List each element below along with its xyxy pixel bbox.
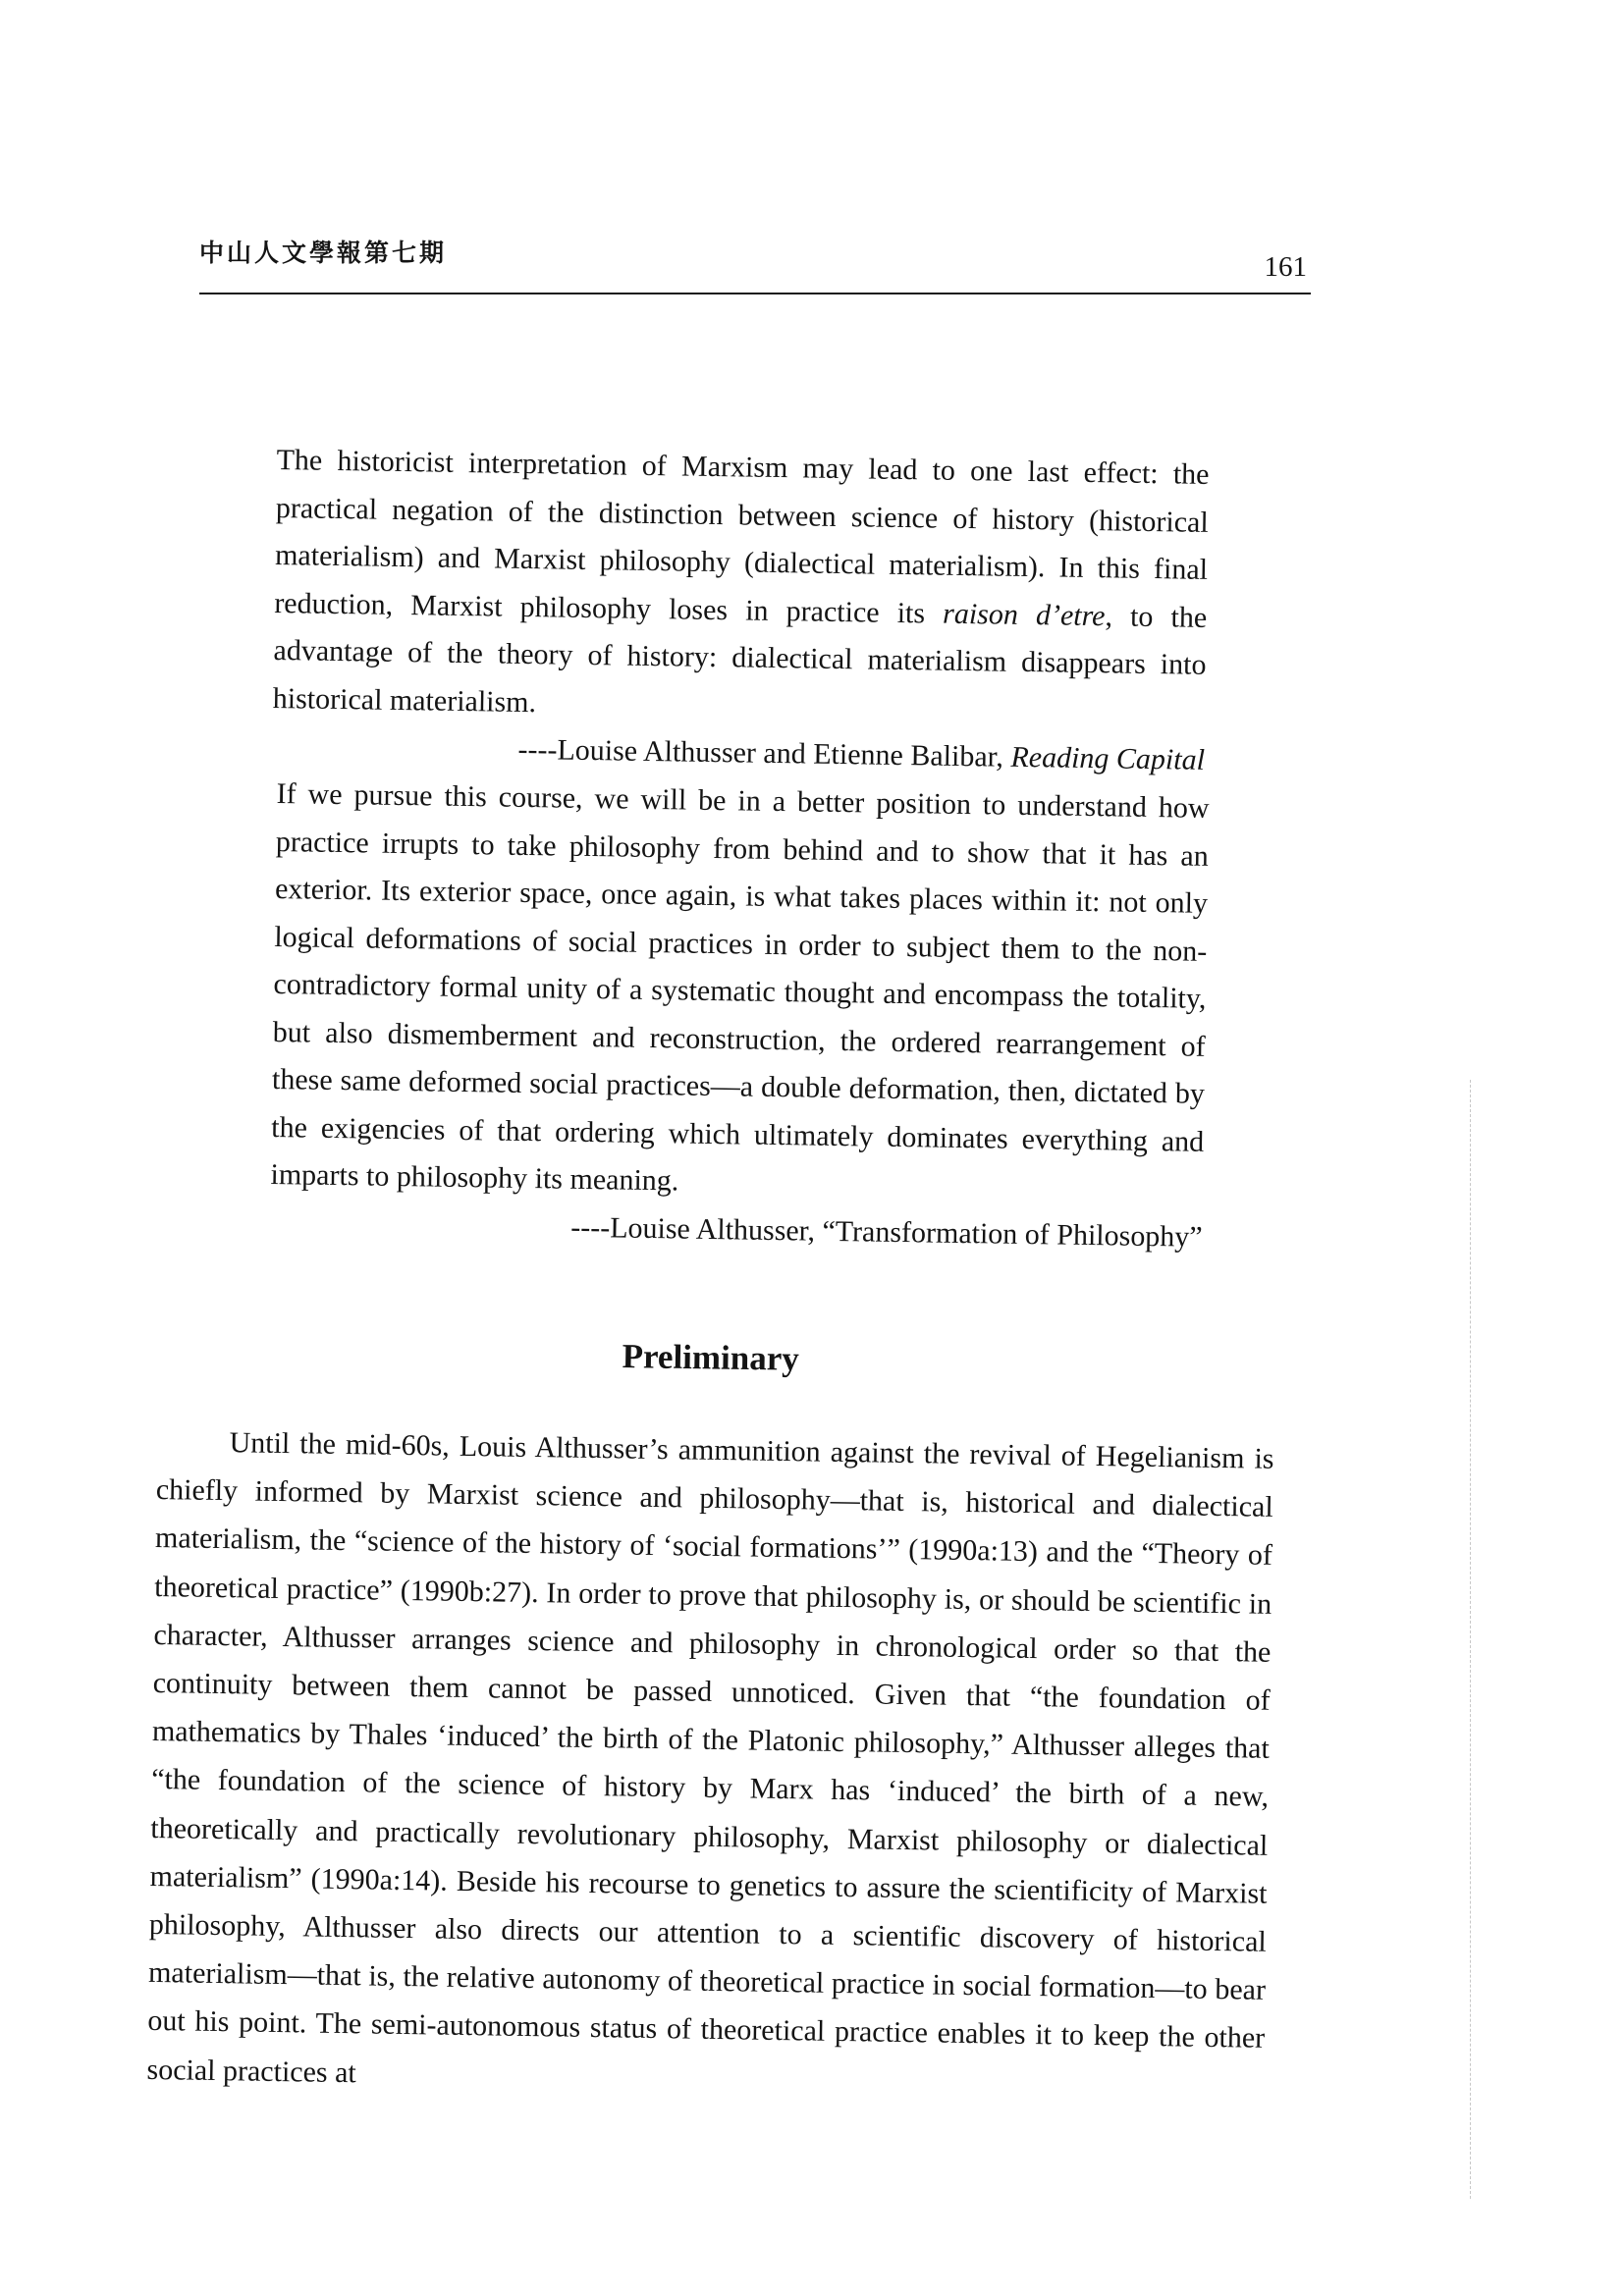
body-text bbox=[146, 1417, 1274, 2111]
page-number: 161 bbox=[1264, 251, 1307, 283]
epigraph-quote bbox=[272, 437, 1209, 737]
epigraph-reading-capital bbox=[272, 437, 1210, 784]
epigraph-transformation-of-philosophy bbox=[269, 771, 1210, 1261]
attribution-book-title: Reading Capital bbox=[1010, 740, 1206, 776]
epigraph-text-before: The historicist interpretation of Marxism may lead to one last effect: the practical negation of the distinction between science of history (historical materialism) and Marxist philosophy (dialectical materialism). In this final reduction, Marxist philosophy loses in practice its bbox=[274, 443, 1210, 630]
running-head bbox=[199, 228, 1311, 294]
epigraph-attribution: ----Louise Althusser, “Transformation of Philosophy” bbox=[570, 1210, 1203, 1254]
body-paragraph: Until the mid-60s, Louis Althusser’s ammunition against the revival of Hegelianism is chiefly informed by Marxist science and philosophy—that is, historical and dialectical materialism, the “science of the history of ‘social formations’” (1990a:13) and the “Theory of theoretical practice” (1990b:27). In order to prove that philosophy is, or should be scientific in character, Althusser arranges science and philosophy in chronological order so that the continuity between them cannot be passed unnoticed. Given that “the foundation of mathematics by Thales ‘induced’ the birth of the Platonic philosophy,” Althusser alleges that “the foundation of the science of history by Marx has ‘induced’ the birth of a new, theoretically and practically revolutionary philosophy, Marxist philosophy or dialectical materialism” (1990a:14). Beside his recourse to genetics to assure the scientificity of Marxist philosophy, Althusser also directs our attention to a scientific discovery of historical materialism—that is, the relative autonomy of theoretical practice in social formation—to bear out his point. The semi-autonomous status of theoretical practice enables it to keep the other social practices at bbox=[146, 1426, 1274, 2089]
journal-title: 中山人文學報第七期 bbox=[199, 239, 448, 267]
epigraph-italic-phrase: raison d’etre bbox=[942, 597, 1106, 632]
scan-edge-artifact bbox=[1470, 1080, 1471, 2199]
epigraph-text-after: , to the advantage of the theory of history: dialectical materialism disappears into historical materialism. bbox=[272, 599, 1208, 719]
section-heading: Preliminary bbox=[622, 1337, 800, 1378]
attribution-authors: ----Louise Althusser and Etienne Balibar, bbox=[517, 732, 1011, 774]
epigraph-quote: If we pursue this course, we will be in a better position to understand how practice irrupts to take philosophy from behind and to show that it has an exterior. Its exterior space, once again, is what takes places within it: not only logical deformations of social practices in order to subject them to the non-contradictory formal unity of a systematic thought and encompass the totality, but also dismemberment and reconstruction, the ordered rearrangement of these same deformed social practices—a double deformation, then, dictated by the exigencies of that ordering which ultimately dominates everything and imparts to philosophy its meaning. bbox=[270, 776, 1210, 1198]
